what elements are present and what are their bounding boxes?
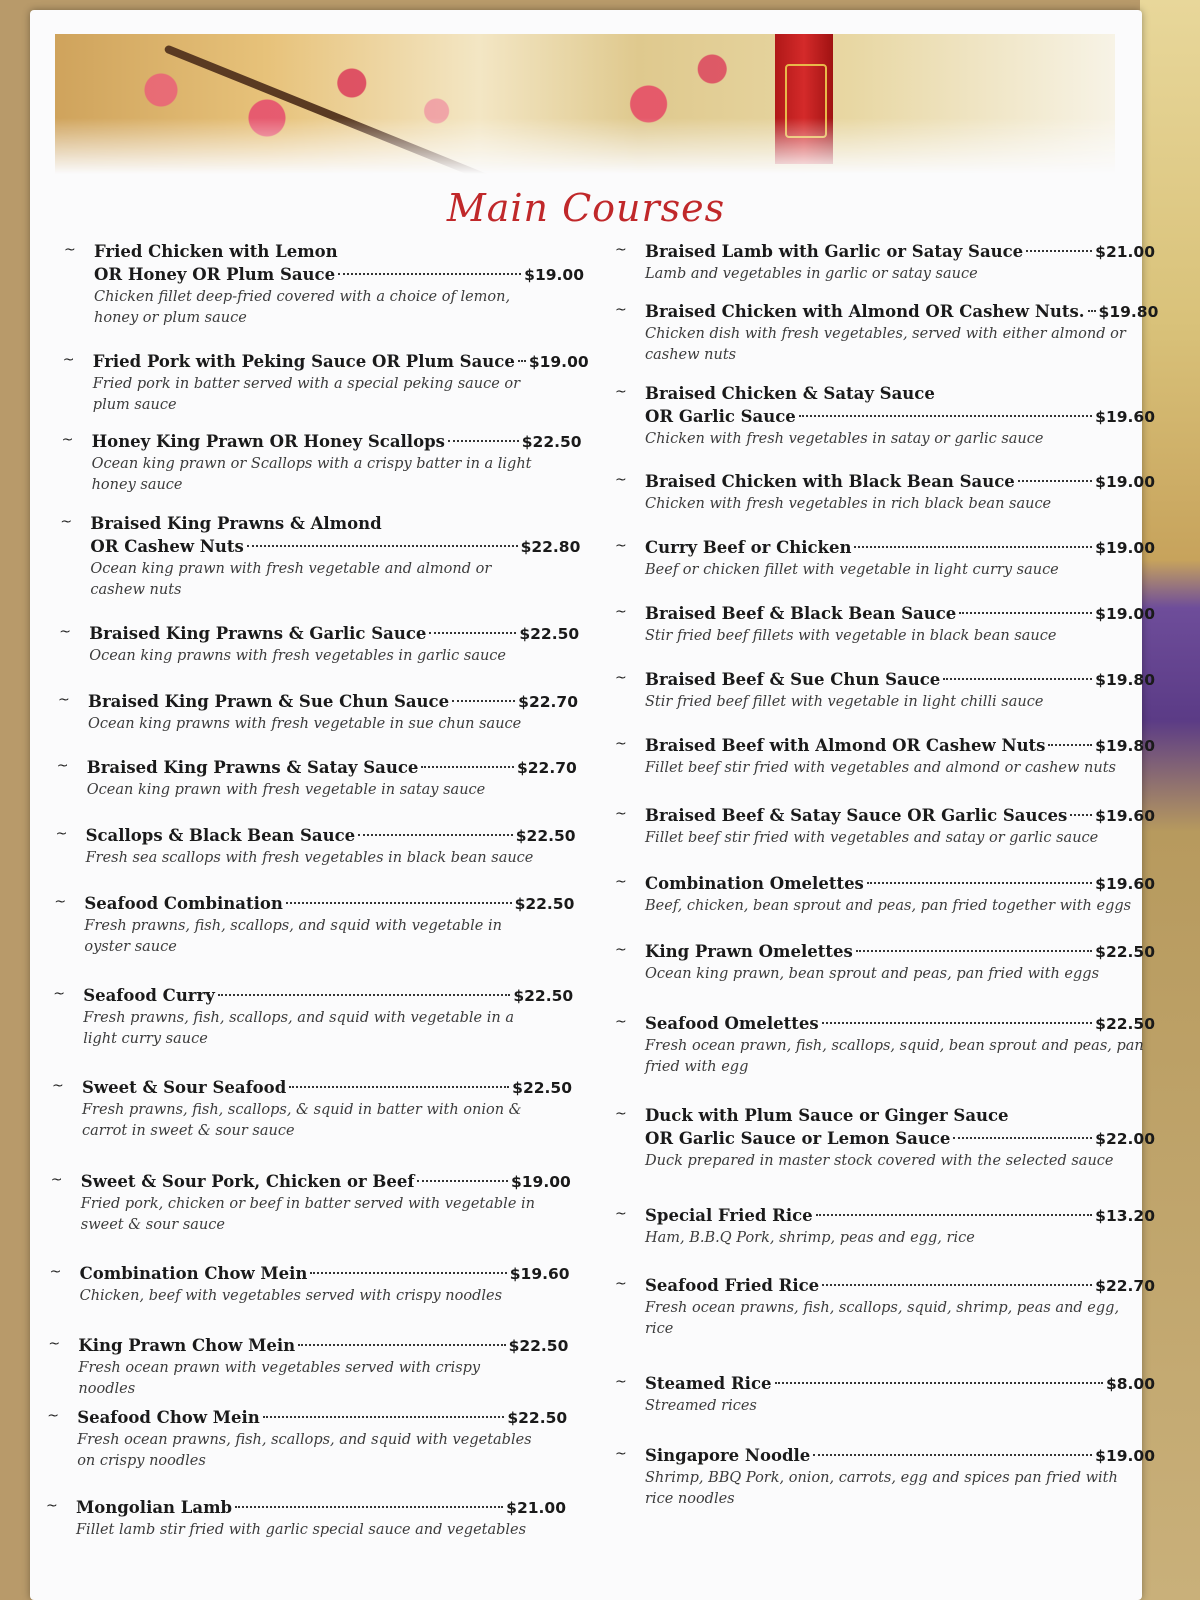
item-price: $22.50	[513, 987, 574, 1005]
menu-item	[51, 1170, 571, 1236]
menu-item	[615, 734, 1155, 779]
item-description: Ocean king prawn with fresh vegetable in satay sauce	[86, 782, 486, 798]
dot-leader	[854, 546, 1092, 548]
item-price: $19.60	[1095, 408, 1155, 426]
item-name: Seafood Curry	[83, 986, 215, 1005]
tilde-bullet-icon: ~	[61, 432, 74, 448]
item-description: Chicken, beef with vegetables served with crispy noodles	[79, 1288, 503, 1304]
item-name: OR Garlic Sauce or Lemon Sauce	[645, 1129, 951, 1148]
tilde-bullet-icon: ~	[64, 242, 76, 258]
dot-leader	[298, 1344, 505, 1346]
dot-leader	[421, 766, 514, 768]
menu-item	[52, 1076, 572, 1142]
item-description: Ocean king prawn or Scallops with a crispy batter in a light honey sauce	[91, 456, 532, 493]
item-description: Fried pork, chicken or beef in batter served with vegetable in sweet & sour sauce	[80, 1196, 535, 1233]
item-name: King Prawn Omelettes	[645, 942, 853, 961]
tilde-bullet-icon: ~	[62, 352, 75, 368]
tilde-bullet-icon: ~	[59, 624, 71, 640]
tilde-bullet-icon: ~	[615, 942, 627, 958]
item-price: $22.50	[512, 1079, 572, 1097]
tilde-bullet-icon: ~	[615, 1014, 627, 1030]
tilde-bullet-icon: ~	[56, 758, 69, 774]
item-description: Ocean king prawn with fresh vegetable and almond or cashew nuts	[90, 561, 492, 598]
dot-leader	[775, 1382, 1103, 1384]
item-description: Beef or chicken fillet with vegetable in light curry sauce	[645, 562, 1059, 578]
menu-item	[46, 1496, 566, 1541]
item-name: OR Cashew Nuts	[90, 537, 244, 556]
item-description: Fillet lamb stir fried with garlic special sauce and vegetables	[76, 1522, 527, 1538]
item-price: $22.50	[521, 433, 582, 451]
item-description: Fillet beef stir fried with vegetables and almond or cashew nuts	[645, 760, 1116, 776]
item-description: Ham, B.B.Q Pork, shrimp, peas and egg, rice	[645, 1230, 975, 1246]
menu-item	[615, 804, 1155, 849]
menu-item	[615, 300, 1159, 366]
tilde-bullet-icon: ~	[615, 1446, 627, 1462]
dot-leader	[289, 1086, 509, 1088]
tilde-bullet-icon: ~	[615, 1106, 627, 1122]
dot-leader	[235, 1506, 503, 1508]
menu-item	[615, 1204, 1155, 1249]
item-name: OR Garlic Sauce	[645, 407, 796, 426]
item-price: $19.80	[1095, 671, 1155, 689]
tilde-bullet-icon: ~	[615, 1206, 627, 1222]
item-description: Fresh ocean prawn with vegetables served with crispy noodles	[78, 1360, 481, 1397]
menu-item	[58, 690, 578, 735]
item-price: $22.50	[508, 1337, 569, 1355]
tilde-bullet-icon: ~	[615, 1276, 627, 1292]
item-description: Shrimp, BBQ Pork, onion, carrots, egg and spices pan fried with rice noodles	[645, 1470, 1118, 1507]
dot-leader	[799, 415, 1092, 417]
item-price: $19.60	[1095, 807, 1155, 825]
tilde-bullet-icon: ~	[615, 604, 627, 620]
menu-item	[615, 1104, 1155, 1172]
dot-leader	[358, 834, 513, 836]
branch-decoration	[164, 44, 519, 194]
dot-leader	[816, 1214, 1093, 1216]
item-description: Duck prepared in master stock covered with the selected sauce	[645, 1153, 1114, 1169]
item-name-line1: Braised Chicken & Satay Sauce	[645, 384, 935, 403]
item-price: $22.70	[1095, 1277, 1155, 1295]
tilde-bullet-icon: ~	[615, 384, 627, 400]
dot-leader	[247, 545, 518, 547]
menu-item	[57, 756, 577, 801]
dot-leader	[286, 902, 512, 904]
item-name: OR Honey OR Plum Sauce	[94, 265, 336, 284]
item-name: Braised King Prawn & Sue Chun Sauce	[88, 692, 450, 711]
menu-item	[62, 430, 582, 496]
dot-leader	[943, 678, 1092, 680]
red-lantern-decoration	[775, 34, 833, 164]
item-name: Steamed Rice	[645, 1374, 772, 1393]
dot-leader	[822, 1022, 1093, 1024]
tilde-bullet-icon: ~	[48, 1336, 61, 1352]
dot-leader	[1026, 250, 1092, 252]
item-description: Fried pork in batter served with a special peking sauce or plum sauce	[92, 376, 521, 413]
menu-item	[56, 824, 576, 869]
dot-leader	[1048, 744, 1092, 746]
menu-item	[62, 350, 589, 416]
item-price: $19.60	[509, 1265, 570, 1283]
item-price: $22.70	[518, 693, 578, 711]
dot-leader	[218, 994, 511, 996]
item-name: Seafood Fried Rice	[645, 1276, 820, 1295]
menu-item	[615, 470, 1155, 515]
item-price: $21.00	[1095, 243, 1155, 261]
item-name: Braised King Prawns & Satay Sauce	[86, 758, 419, 777]
tilde-bullet-icon: ~	[615, 670, 627, 686]
item-description: Stir fried beef fillets with vegetable in black bean sauce	[645, 628, 1057, 644]
page-title: Main Courses	[446, 186, 726, 230]
item-price: $19.00	[1095, 473, 1155, 491]
item-price: $19.00	[528, 353, 589, 371]
tilde-bullet-icon: ~	[47, 1408, 59, 1424]
item-name: Braised Lamb with Garlic or Satay Sauce	[645, 242, 1024, 261]
item-name: Sweet & Sour Pork, Chicken or Beef	[80, 1172, 415, 1191]
item-price: $19.80	[1095, 737, 1155, 755]
item-description: Chicken with fresh vegetables in satay or garlic sauce	[645, 431, 1044, 447]
item-name-line1: Duck with Plum Sauce or Ginger Sauce	[645, 1106, 1009, 1125]
tilde-bullet-icon: ~	[615, 302, 627, 318]
dot-leader	[452, 700, 515, 702]
tilde-bullet-icon: ~	[55, 826, 68, 842]
menu-item	[615, 602, 1155, 647]
dot-leader	[518, 360, 526, 362]
dot-leader	[856, 950, 1092, 952]
menu-item	[64, 240, 584, 329]
tilde-bullet-icon: ~	[615, 736, 627, 752]
item-description: Ocean king prawn, bean sprout and peas, pan fried with eggs	[645, 966, 1100, 982]
item-description: Fresh prawns, fish, scallops, & squid in batter with onion & carrot in sweet & sour sauce	[82, 1102, 522, 1139]
item-price: $19.00	[1095, 605, 1155, 623]
item-description: Beef, chicken, bean sprout and peas, pan fried together with eggs	[645, 898, 1132, 914]
menu-item	[53, 984, 573, 1050]
dot-leader	[1018, 480, 1092, 482]
item-price: $13.20	[1095, 1207, 1155, 1225]
item-price: $19.00	[1095, 1447, 1155, 1465]
tilde-bullet-icon: ~	[615, 806, 627, 822]
item-name: Braised Beef & Satay Sauce OR Garlic Sauces	[645, 806, 1068, 825]
item-price: $22.50	[1095, 1015, 1155, 1033]
item-name: Sweet & Sour Seafood	[82, 1078, 287, 1097]
item-price: $19.00	[524, 266, 584, 284]
item-name: Seafood Combination	[84, 894, 283, 913]
tilde-bullet-icon: ~	[615, 874, 627, 890]
dot-leader	[822, 1284, 1092, 1286]
item-price: $22.50	[1095, 943, 1155, 961]
item-name: Fried Pork with Peking Sauce OR Plum Sauce	[92, 352, 515, 371]
menu-card	[30, 10, 1159, 1600]
menu-item	[615, 382, 1155, 450]
item-description: Chicken with fresh vegetables in rich black bean sauce	[645, 496, 1052, 512]
tilde-bullet-icon: ~	[615, 242, 627, 258]
item-name: Special Fried Rice	[645, 1206, 813, 1225]
item-description: Stir fried beef fillet with vegetable in light chilli sauce	[645, 694, 1044, 710]
item-price: $19.00	[510, 1173, 571, 1191]
item-price: $8.00	[1105, 1375, 1155, 1393]
tilde-bullet-icon: ~	[49, 1264, 62, 1280]
menu-item	[50, 1262, 570, 1307]
item-description: Chicken dish with fresh vegetables, served with either almond or cashew nuts	[645, 326, 1126, 363]
menu-item	[615, 536, 1155, 581]
item-name: Braised Beef & Black Bean Sauce	[645, 604, 957, 623]
tilde-bullet-icon: ~	[50, 1172, 63, 1188]
item-price: $22.00	[1095, 1130, 1155, 1148]
item-price: $22.50	[514, 895, 575, 913]
menu-item	[60, 512, 580, 601]
item-name-line1: Braised King Prawns & Almond	[90, 514, 382, 533]
item-description: Fresh ocean prawn, fish, scallops, squid, bean sprout and peas, pan fried with egg	[645, 1038, 1144, 1075]
item-name: Scallops & Black Bean Sauce	[85, 826, 356, 845]
item-name: King Prawn Chow Mein	[78, 1336, 296, 1355]
cherry-blossom-banner	[55, 34, 1115, 174]
item-price: $22.80	[520, 538, 581, 556]
menu-item	[615, 1444, 1155, 1510]
dot-leader	[310, 1272, 506, 1274]
menu-item	[615, 1012, 1155, 1078]
item-description: Ocean king prawns with fresh vegetables in garlic sauce	[89, 648, 507, 664]
item-name: Seafood Omelettes	[645, 1014, 819, 1033]
dot-leader	[867, 882, 1092, 884]
menu-item	[54, 892, 574, 958]
menu-item	[59, 622, 579, 667]
dot-leader	[429, 632, 516, 634]
tilde-bullet-icon: ~	[60, 514, 73, 530]
item-name: Mongolian Lamb	[76, 1498, 233, 1517]
menu-item	[615, 872, 1155, 917]
menu-item	[615, 940, 1155, 985]
item-name: Combination Omelettes	[645, 874, 864, 893]
item-description: Fresh prawns, fish, scallops, and squid with vegetable in oyster sauce	[84, 918, 502, 955]
dot-leader	[417, 1180, 508, 1182]
item-price: $22.70	[516, 759, 577, 777]
item-description: Fresh prawns, fish, scallops, and squid with vegetable in a light curry sauce	[83, 1010, 514, 1047]
item-name: Combination Chow Mein	[79, 1264, 308, 1283]
item-name: Braised King Prawns & Garlic Sauce	[89, 624, 427, 643]
item-name: Braised Chicken with Black Bean Sauce	[645, 472, 1015, 491]
item-description: Fresh ocean prawns, fish, scallops, squid, shrimp, peas and egg, rice	[645, 1300, 1120, 1337]
dot-leader	[448, 440, 519, 442]
tilde-bullet-icon: ~	[52, 1078, 64, 1094]
menu-item	[615, 240, 1155, 285]
tilde-bullet-icon: ~	[46, 1498, 58, 1514]
item-price: $22.50	[507, 1409, 568, 1427]
item-name: Seafood Chow Mein	[77, 1408, 260, 1427]
item-description: Fresh sea scallops with fresh vegetables in black bean sauce	[85, 850, 534, 866]
item-name: Curry Beef or Chicken	[645, 538, 852, 557]
item-description: Fresh ocean prawns, fish, scallops, and squid with vegetables on crispy noodles	[77, 1432, 532, 1469]
item-price: $22.50	[519, 625, 580, 643]
dot-leader	[263, 1416, 505, 1418]
item-price: $19.60	[1095, 875, 1155, 893]
dot-leader	[813, 1454, 1092, 1456]
item-name: Braised Beef & Sue Chun Sauce	[645, 670, 941, 689]
item-description: Lamb and vegetables in garlic or satay sauce	[645, 266, 978, 282]
item-price: $21.00	[506, 1499, 566, 1517]
tilde-bullet-icon: ~	[615, 538, 627, 554]
item-price: $19.80	[1098, 303, 1159, 321]
item-description: Fillet beef stir fried with vegetables and satay or garlic sauce	[645, 830, 1099, 846]
tilde-bullet-icon: ~	[58, 692, 70, 708]
tilde-bullet-icon: ~	[54, 894, 67, 910]
menu-item	[47, 1406, 567, 1472]
dot-leader	[1070, 814, 1092, 816]
menu-item	[615, 1274, 1155, 1340]
item-description: Chicken fillet deep-fried covered with a choice of lemon, honey or plum sauce	[94, 289, 511, 326]
dot-leader	[959, 612, 1092, 614]
item-price: $19.00	[1095, 539, 1155, 557]
tilde-bullet-icon: ~	[615, 472, 627, 488]
item-name: Honey King Prawn OR Honey Scallops	[91, 432, 445, 451]
dot-leader	[338, 273, 521, 275]
item-price: $22.50	[515, 827, 576, 845]
menu-item	[615, 668, 1155, 713]
dot-leader	[1088, 310, 1096, 312]
item-name-line1: Fried Chicken with Lemon	[94, 242, 338, 261]
item-name: Singapore Noodle	[645, 1446, 811, 1465]
menu-item	[615, 1372, 1155, 1417]
menu-item	[48, 1334, 568, 1400]
item-name: Braised Chicken with Almond OR Cashew Nuts.	[645, 302, 1085, 321]
dot-leader	[953, 1137, 1092, 1139]
tilde-bullet-icon: ~	[53, 986, 65, 1002]
item-name: Braised Beef with Almond OR Cashew Nuts	[645, 736, 1046, 755]
tilde-bullet-icon: ~	[615, 1374, 627, 1390]
item-description: Streamed rices	[645, 1398, 757, 1414]
item-description: Ocean king prawns with fresh vegetable in sue chun sauce	[88, 716, 522, 732]
